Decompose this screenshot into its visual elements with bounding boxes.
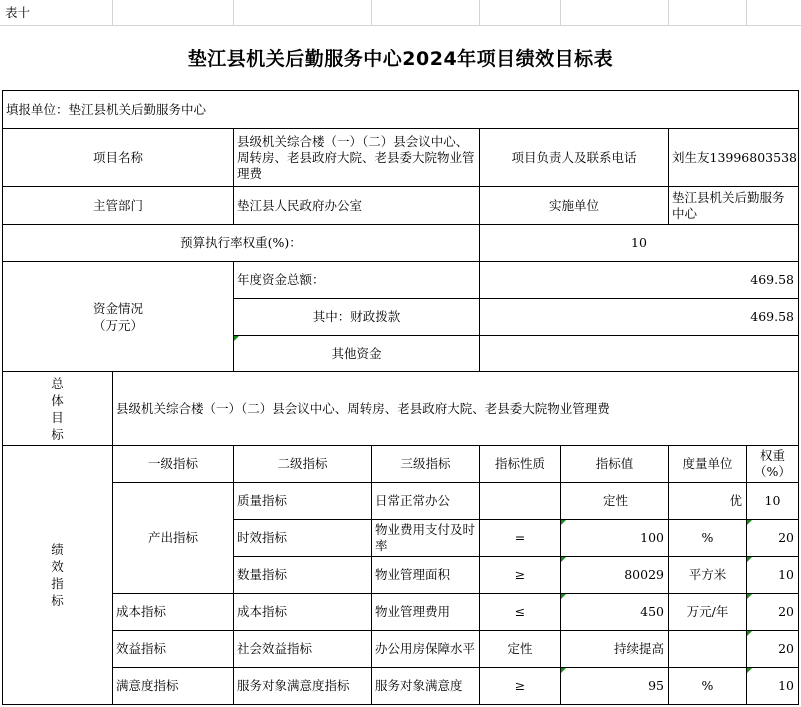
funds-fiscal-label: 其中：财政拨款 <box>233 298 480 336</box>
gridline <box>668 0 669 25</box>
cell-marker <box>561 520 566 525</box>
gridline <box>233 0 234 25</box>
impl-label: 实施单位 <box>479 186 669 225</box>
table-row-level2: 成本指标 <box>233 593 372 631</box>
table-row-weight[interactable]: 20 <box>746 593 799 631</box>
table-row-level2: 时效指标 <box>233 519 372 557</box>
table-row-nature[interactable]: ≥ <box>479 556 561 594</box>
table-row-level3: 物业费用支付及时率 <box>371 519 480 557</box>
funds-label <box>2 261 234 372</box>
table-row-level3: 物业管理费用 <box>371 593 480 631</box>
project-contact-label: 项目负责人及联系电话 <box>479 128 669 187</box>
gridline <box>746 0 747 25</box>
project-name-label: 项目名称 <box>2 128 234 187</box>
goal-label-char: 总 <box>51 375 64 391</box>
cell-marker <box>561 557 566 562</box>
gridline <box>560 0 561 25</box>
table-row-level3: 服务对象满意度 <box>371 667 480 705</box>
table-row-unit[interactable]: 万元/年 <box>668 593 747 631</box>
goal-label-char: 体 <box>51 392 64 408</box>
perf-label-char: 指 <box>51 576 64 591</box>
project-contact-value[interactable]: 刘生友13996803538 <box>668 128 799 187</box>
perf-label-char: 标 <box>51 593 64 608</box>
table-row-level3: 日常正常办公 <box>371 482 480 520</box>
gridline <box>479 0 480 25</box>
table-row-level3: 物业管理面积 <box>371 556 480 594</box>
filler-row[interactable] <box>2 90 799 129</box>
cell-marker <box>747 557 752 562</box>
perf-label-char: 效 <box>51 559 64 574</box>
page-title: 垫江县机关后勤服务中心2024年项目绩效目标表 <box>187 47 614 70</box>
cell-marker <box>747 631 752 636</box>
table-row-nature[interactable]: = <box>479 519 561 557</box>
cell-marker <box>561 594 566 599</box>
table-row-unit[interactable]: % <box>668 519 747 557</box>
header-unit: 度量单位 <box>668 445 747 483</box>
cell-marker <box>747 594 752 599</box>
dept-value[interactable]: 垫江县人民政府办公室 <box>233 186 480 225</box>
table-row-unit[interactable] <box>668 630 747 668</box>
header-nature: 指标性质 <box>479 445 561 483</box>
cell-marker <box>747 668 752 673</box>
sheet-label: 表十 <box>5 5 31 20</box>
table-row-value[interactable]: 持续提高 <box>560 630 669 668</box>
project-name-value[interactable]: 县级机关综合楼（一）（二）县会议中心、周转房、老县政府大院、老县委大院物业管理费 <box>233 128 480 187</box>
table-row-nature[interactable] <box>479 482 561 520</box>
header-weight: 权重（%） <box>746 445 799 483</box>
table-row-level3: 办公用房保障水平 <box>371 630 480 668</box>
funds-total-value[interactable]: 469.58 <box>479 261 799 299</box>
funds-label-line1: 资金情况 <box>92 300 143 316</box>
funds-label-line2: （万元） <box>92 317 143 333</box>
budget-rate-label: 预算执行率权重(%)： <box>2 224 480 262</box>
dept-label: 主管部门 <box>2 186 234 225</box>
budget-rate-value[interactable]: 10 <box>479 224 799 262</box>
table-row-level2: 社会效益指标 <box>233 630 372 668</box>
table-row-level2: 质量指标 <box>233 482 372 520</box>
table-row-nature[interactable]: ≥ <box>479 667 561 705</box>
output-indicator-label: 产出指标 <box>112 482 234 594</box>
table-row-value[interactable]: 80029 <box>560 556 669 594</box>
table-row-unit[interactable]: 平方米 <box>668 556 747 594</box>
table-row-nature[interactable]: ≤ <box>479 593 561 631</box>
header-level1: 一级指标 <box>112 445 234 483</box>
goal-value[interactable]: 县级机关综合楼（一）（二）县会议中心、周转房、老县政府大院、老县委大院物业管理费 <box>112 371 799 446</box>
table-row-nature[interactable]: 定性 <box>479 630 561 668</box>
table-row-level1: 效益指标 <box>112 630 234 668</box>
gridline <box>371 0 372 25</box>
table-row-level2: 数量指标 <box>233 556 372 594</box>
table-row-value[interactable]: 95 <box>560 667 669 705</box>
header-level2: 二级指标 <box>233 445 372 483</box>
funds-fiscal-value[interactable]: 469.58 <box>479 298 799 336</box>
cell-marker <box>561 668 566 673</box>
table-row-weight[interactable]: 10 <box>746 482 799 520</box>
impl-value[interactable]: 垫江县机关后勤服务中心 <box>668 186 799 225</box>
perf-label <box>2 445 113 705</box>
table-row-value[interactable]: 100 <box>560 519 669 557</box>
funds-other-label: 其他资金 <box>233 335 480 372</box>
perf-label-char: 绩 <box>51 542 64 557</box>
table-row-level1: 满意度指标 <box>112 667 234 705</box>
table-row-weight[interactable]: 10 <box>746 667 799 705</box>
table-row-level2: 服务对象满意度指标 <box>233 667 372 705</box>
table-row-weight[interactable]: 20 <box>746 630 799 668</box>
table-row-unit[interactable]: 优 <box>668 482 747 520</box>
cell-marker <box>747 520 752 525</box>
goal-label-char: 标 <box>51 426 64 442</box>
filler-label: 填报单位： <box>6 101 69 117</box>
table-row-value[interactable]: 450 <box>560 593 669 631</box>
funds-other-value[interactable] <box>479 335 799 372</box>
goal-label-char: 目 <box>51 409 64 425</box>
filler-value: 垫江县机关后勤服务中心 <box>68 101 207 117</box>
table-row-unit[interactable]: % <box>668 667 747 705</box>
gridline <box>112 0 113 25</box>
goal-label <box>2 371 113 446</box>
funds-total-label: 年度资金总额： <box>233 261 480 299</box>
header-value: 指标值 <box>560 445 669 483</box>
table-row-weight[interactable]: 10 <box>746 556 799 594</box>
cell-marker <box>234 336 239 341</box>
table-row-level1: 成本指标 <box>112 593 234 631</box>
table-row-weight[interactable]: 20 <box>746 519 799 557</box>
header-level3: 三级指标 <box>371 445 480 483</box>
table-row-value[interactable]: 定性 <box>560 482 669 520</box>
